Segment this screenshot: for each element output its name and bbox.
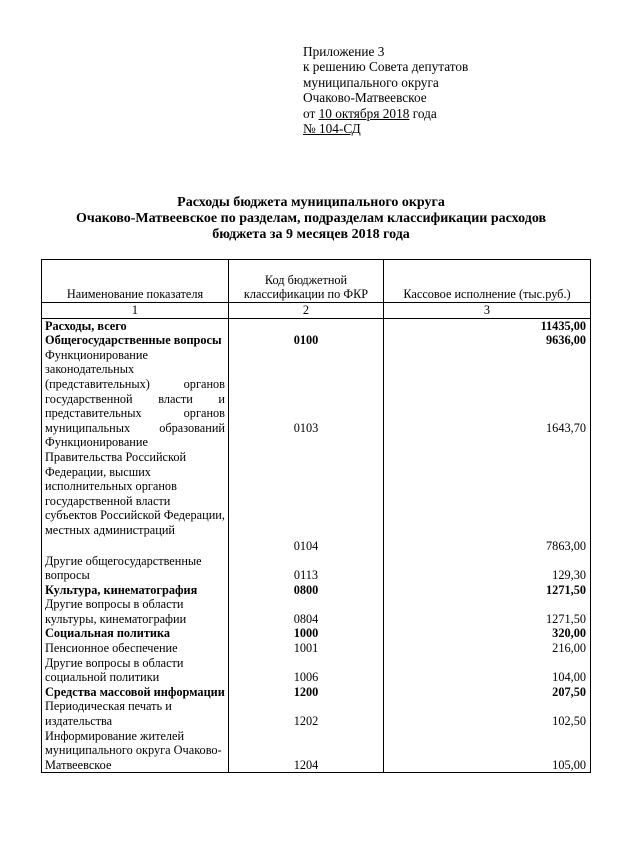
row-name: Средства массовой информации (42, 685, 229, 700)
document-title (0, 195, 622, 243)
row-name: Пенсионное обеспечение (42, 641, 229, 656)
table-row (42, 699, 591, 728)
annex-date-line (303, 106, 468, 121)
row-amount: 1271,50 (384, 583, 591, 598)
row-amount: 1271,50 (384, 597, 591, 626)
row-name: Функционирование законодательных (представительных) органов государственной власти и представительных органов муниципальных образований (42, 348, 229, 436)
annex-number: № 104-СД (303, 121, 361, 137)
row-code: 0800 (229, 583, 384, 598)
table-row (42, 348, 591, 436)
annex-line: Приложение 3 (303, 44, 385, 59)
row-name: Социальная политика (42, 626, 229, 641)
annex-block (303, 44, 468, 136)
title-line: Расходы бюджета муниципального округа (177, 195, 445, 210)
row-code: 0100 (229, 333, 384, 348)
row-code (229, 318, 384, 333)
row-name: Общегосударственные вопросы (42, 333, 229, 348)
annex-date-prefix: от (303, 105, 319, 121)
row-amount: 129,30 (384, 554, 591, 583)
annex-date: 10 октября 2018 (318, 105, 410, 121)
row-name: Другие общегосударственные вопросы (42, 554, 229, 583)
table-header-row (42, 260, 591, 303)
row-code: 1000 (229, 626, 384, 641)
row-amount: 216,00 (384, 641, 591, 656)
row-code: 0103 (229, 348, 384, 436)
title-line: Очаково-Матвеевское по разделам, подразделам классификации расходов (75, 211, 547, 226)
row-name: Культура, кинематография (42, 583, 229, 598)
column-number: 3 (384, 303, 591, 319)
row-amount: 207,50 (384, 685, 591, 700)
annex-date-suffix: года (409, 105, 437, 121)
row-name: Информирование жителей муниципального округа Очаково-Матвеевское (42, 729, 229, 773)
row-name: Другие вопросы в области культуры, кинематографии (42, 597, 229, 626)
row-name: Другие вопросы в области социальной политики (42, 656, 229, 685)
table-row (42, 554, 591, 583)
row-amount: 320,00 (384, 626, 591, 641)
table-row (42, 583, 591, 598)
header-name: Наименование показателя (42, 260, 229, 303)
column-number-row (42, 303, 591, 319)
row-amount: 9636,00 (384, 333, 591, 348)
title-line: бюджета за 9 месяцев 2018 года (212, 227, 410, 242)
row-code: 1006 (229, 656, 384, 685)
table-row (42, 656, 591, 685)
row-code: 1202 (229, 699, 384, 728)
table-row (42, 685, 591, 700)
row-amount: 102,50 (384, 699, 591, 728)
row-name: Периодическая печать и издательства (42, 699, 229, 728)
row-code: 0104 (229, 435, 384, 553)
column-number: 1 (42, 303, 229, 319)
column-number: 2 (229, 303, 384, 319)
row-code: 0804 (229, 597, 384, 626)
row-code: 1204 (229, 729, 384, 773)
row-amount: 7863,00 (384, 435, 591, 553)
row-name: Расходы, всего (42, 318, 229, 333)
row-code: 1001 (229, 641, 384, 656)
table-row (42, 333, 591, 348)
row-name: Функционирование Правительства Российской Федерации, высших исполнительных органов государственной власти субъектов Российской Федерации, местных администраций (42, 435, 229, 553)
row-amount: 1643,70 (384, 348, 591, 436)
row-amount: 11435,00 (384, 318, 591, 333)
row-amount: 104,00 (384, 656, 591, 685)
expenses-table (41, 259, 591, 773)
table-row (42, 318, 591, 333)
row-amount: 105,00 (384, 729, 591, 773)
annex-line: муниципального округа (303, 74, 439, 90)
table-row (42, 435, 591, 553)
table-row (42, 641, 591, 656)
table-row (42, 597, 591, 626)
header-amount: Кассовое исполнение (тыс.руб.) (384, 260, 591, 303)
annex-line: к решению Совета депутатов (303, 59, 469, 75)
table-row (42, 729, 591, 773)
header-code: Код бюджетной классификации по ФКР (229, 260, 384, 303)
row-code: 0113 (229, 554, 384, 583)
row-code: 1200 (229, 685, 384, 700)
table-row (42, 626, 591, 641)
annex-line: Очаково-Матвеевское (303, 90, 427, 106)
